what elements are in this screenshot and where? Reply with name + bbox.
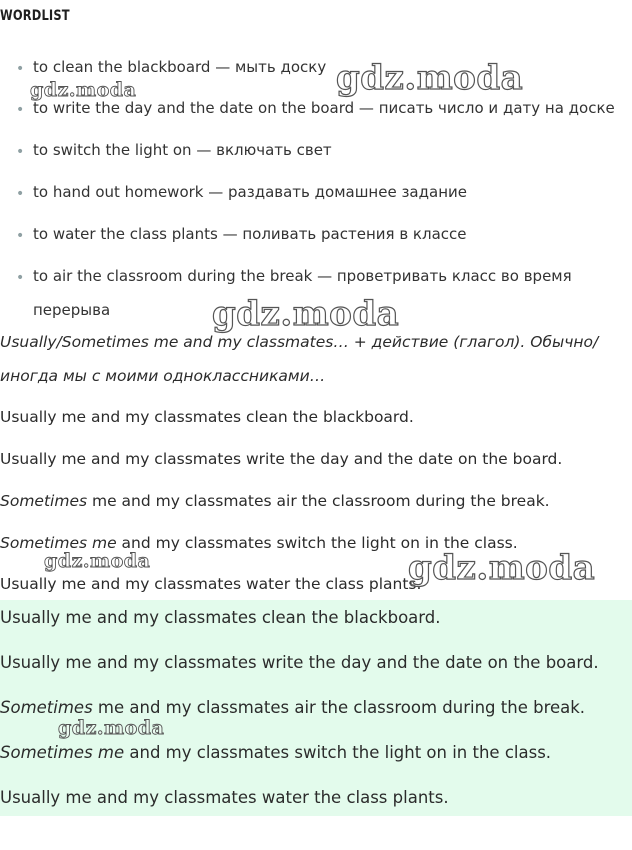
list-item-text: to water the class plants — поливать растения в классе bbox=[33, 225, 467, 243]
sentence-text: Usually me and my classmates write the day and the date on the board. bbox=[0, 450, 563, 468]
sentence-text: and my classmates switch the light on in the class. bbox=[116, 534, 518, 552]
list-item-text: to switch the light on — включать свет bbox=[33, 141, 332, 159]
watermark: gdz.moda bbox=[30, 79, 137, 101]
sentence-emphasis: Sometimes bbox=[0, 492, 88, 510]
answer-box bbox=[0, 600, 632, 816]
bullet-icon: • bbox=[16, 228, 25, 244]
sentence-text: and my classmates switch the light on in the class. bbox=[124, 743, 552, 762]
sentence-text: Usually me and my classmates clean the blackboard. bbox=[0, 608, 441, 627]
watermark: gdz.moda bbox=[212, 294, 400, 334]
list-item-text: to hand out homework — раздавать домашнее задание bbox=[33, 183, 467, 201]
sentence-text: Usually me and my classmates water the class plants. bbox=[0, 575, 422, 593]
wordlist-heading: WORDLIST bbox=[0, 8, 70, 24]
sentence-emphasis: Sometimes me bbox=[0, 743, 125, 762]
sentence-emphasis: Sometimes me bbox=[0, 534, 117, 552]
list-item-continuation: перерыва bbox=[33, 301, 111, 319]
answer-sentence bbox=[0, 652, 599, 674]
sentence-emphasis: Sometimes bbox=[0, 698, 93, 717]
sentence-text: Usually me and my classmates write the day and the date on the board. bbox=[0, 653, 599, 672]
watermark: gdz.moda bbox=[408, 548, 596, 588]
sentence bbox=[0, 449, 562, 469]
answer-sentence bbox=[0, 742, 551, 764]
watermark: gdz.moda bbox=[58, 717, 165, 739]
sentence-text: me and my classmates air the classroom during the break. bbox=[92, 698, 586, 717]
bullet-icon: • bbox=[16, 102, 25, 118]
answer-sentence bbox=[0, 607, 441, 629]
sentence-text: Usually me and my classmates water the class plants. bbox=[0, 788, 449, 807]
sentence bbox=[0, 407, 414, 427]
sentence bbox=[0, 574, 421, 594]
watermark: gdz.moda bbox=[44, 550, 151, 572]
bullet-icon: • bbox=[16, 270, 25, 286]
pattern-line: Usually/Sometimes me and my classmates… + действие (глагол). Обычно/ bbox=[0, 333, 599, 351]
list-item-text: to write the day and the date on the board — писать число и дату на доске bbox=[33, 99, 615, 117]
list-item-text: to air the classroom during the break — проветривать класс во время bbox=[33, 267, 572, 285]
sentence-text: Usually me and my classmates clean the blackboard. bbox=[0, 408, 414, 426]
answer-sentence bbox=[0, 787, 449, 809]
sentence bbox=[0, 491, 550, 511]
bullet-icon: • bbox=[16, 61, 25, 77]
answer-sentence bbox=[0, 697, 585, 719]
pattern-line: иногда мы с моими одноклассниками… bbox=[0, 367, 326, 385]
bullet-icon: • bbox=[16, 144, 25, 160]
list-item-text: to clean the blackboard — мыть доску bbox=[33, 58, 327, 76]
bullet-icon: • bbox=[16, 186, 25, 202]
sentence-text: me and my classmates air the classroom during the break. bbox=[87, 492, 550, 510]
watermark: gdz.moda bbox=[336, 58, 524, 98]
